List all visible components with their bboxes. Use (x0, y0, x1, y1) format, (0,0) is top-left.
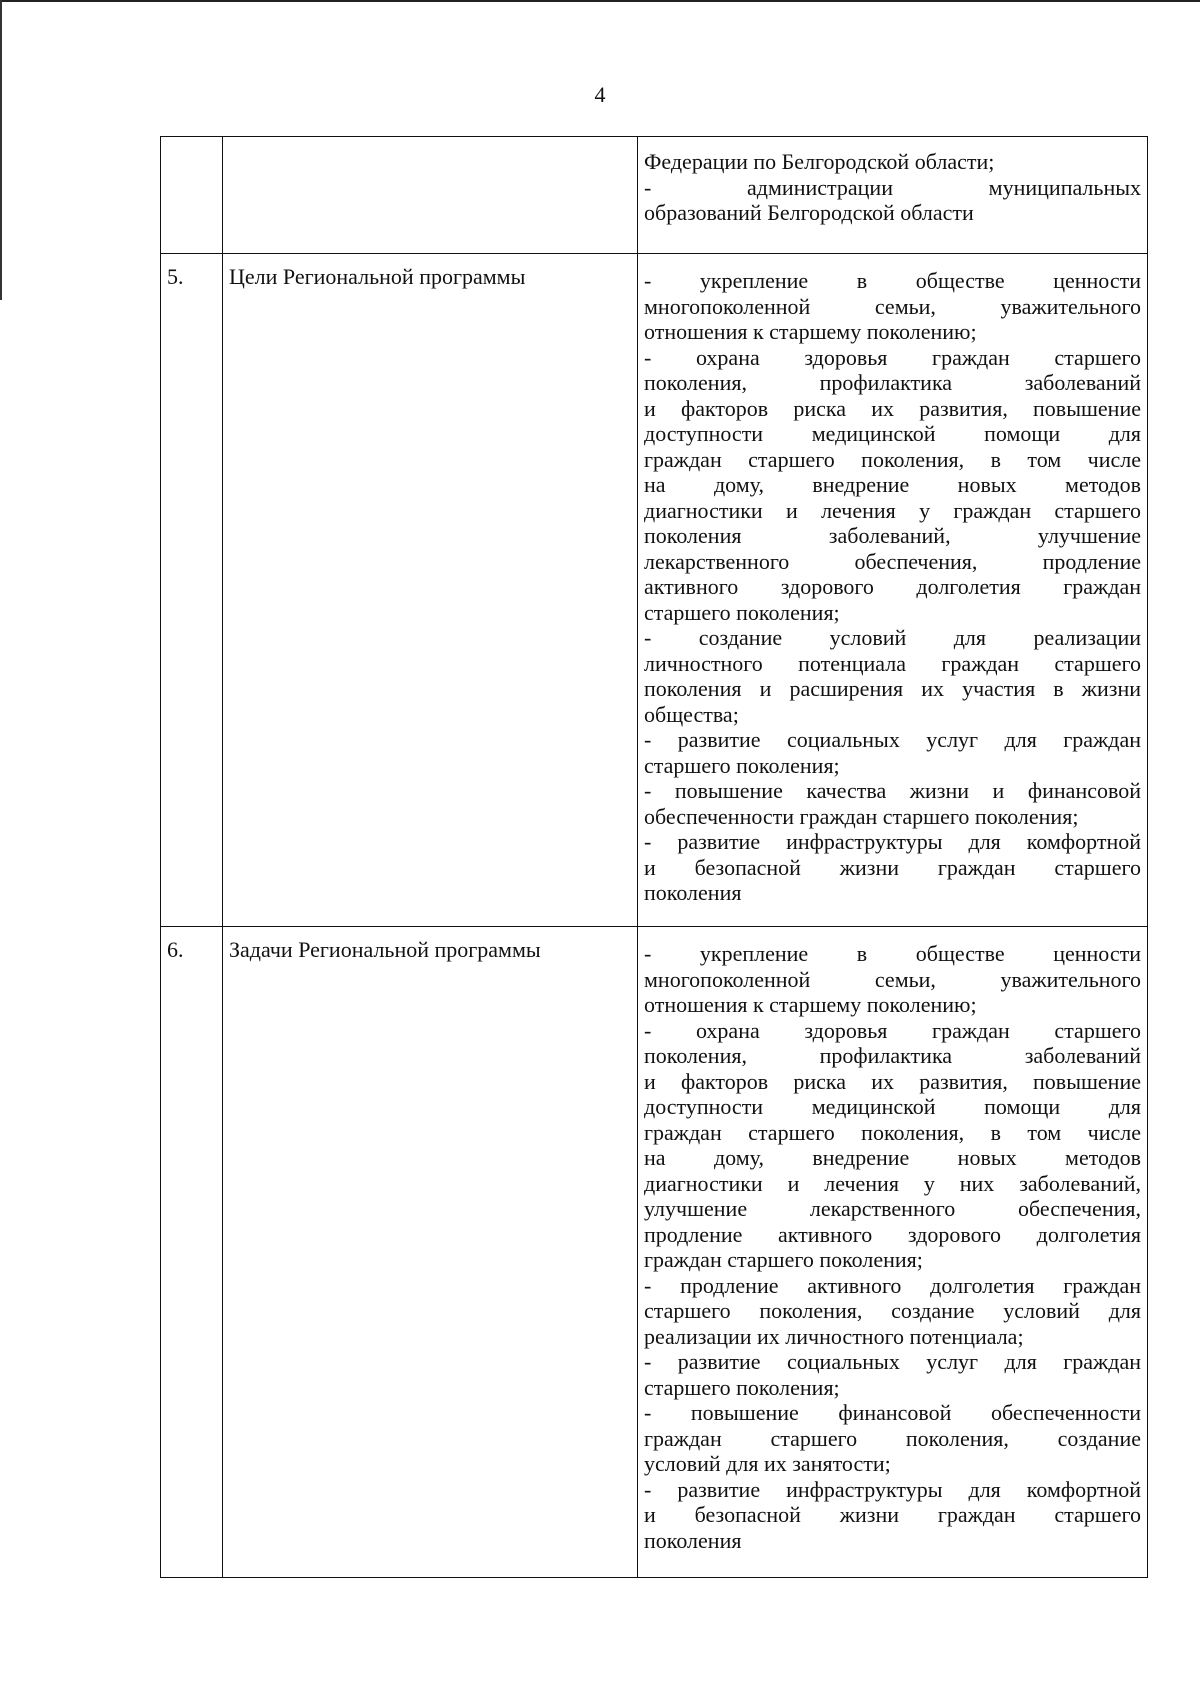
row-label (223, 137, 638, 254)
content-line: старшего поколения, создание условий для (644, 1298, 1141, 1323)
content-line: отношения к старшему поколению; (644, 992, 977, 1017)
content-line: - повышение качества жизни и финансовой (644, 778, 1141, 803)
content-line: и безопасной жизни граждан старшего (644, 854, 1141, 880)
content-line: поколения (644, 1527, 742, 1553)
content-line: - укрепление в обществе ценности (644, 941, 1141, 966)
table-row (161, 254, 1148, 927)
row-label: Задачи Региональной программы (223, 927, 638, 1578)
row-label: Цели Региональной программы (223, 254, 638, 927)
content-line: Федерации по Белгородской области; (644, 149, 995, 174)
content-line: граждан старшего поколения, создание (644, 1425, 1141, 1451)
row-content (638, 927, 1148, 1578)
content-line: поколения и расширения их участия в жизни (644, 676, 1141, 701)
content-line: старшего поколения; (644, 1374, 840, 1400)
content-line: и факторов риска их развития, повышение (644, 1068, 1141, 1094)
content-line: - развитие инфраструктуры для комфортной (644, 829, 1141, 854)
table-row (161, 927, 1148, 1578)
content-line: старшего поколения; (644, 752, 840, 778)
content-line: доступности медицинской помощи для (644, 1094, 1141, 1119)
content-line: поколения заболеваний, улучшение (644, 523, 1141, 548)
content-line: старшего поколения; (644, 599, 840, 625)
content-line: обеспеченности граждан старшего поколения; (644, 803, 1079, 829)
content-line: на дому, внедрение новых методов (644, 472, 1141, 497)
row-number: 5. (161, 254, 223, 927)
content-line: условий для их занятости; (644, 1451, 891, 1476)
content-line: общества; (644, 701, 739, 727)
content-line: - развитие инфраструктуры для комфортной (644, 1476, 1141, 1502)
content-line: - администрации муниципальных (644, 174, 1141, 200)
content-line: образований Белгородской области (644, 200, 974, 225)
content-line: продление активного здорового долголетия (644, 1221, 1141, 1247)
content-line: - охрана здоровья граждан старшего (644, 1017, 1141, 1043)
content-line: и безопасной жизни граждан старшего (644, 1502, 1141, 1527)
content-line: многопоколенной семьи, уважительного (644, 966, 1141, 992)
scan-edge-left (0, 0, 2, 300)
content-line: - развитие социальных услуг для граждан (644, 1349, 1141, 1374)
content-line: и факторов риска их развития, повышение (644, 395, 1141, 421)
content-line: активного здорового долголетия граждан (644, 574, 1141, 599)
row-number (161, 137, 223, 254)
content-line: диагностики и лечения у граждан старшего (644, 497, 1141, 523)
content-line: личностного потенциала граждан старшего (644, 650, 1141, 676)
content-line: доступности медицинской помощи для (644, 421, 1141, 446)
content-line: - продление активного долголетия граждан (644, 1272, 1141, 1298)
content-line: поколения (644, 880, 742, 905)
content-line: - охрана здоровья граждан старшего (644, 344, 1141, 370)
content-line: многопоколенной семьи, уважительного (644, 293, 1141, 319)
content-line: поколения, профилактика заболеваний (644, 370, 1141, 395)
scan-edge-top (0, 0, 1200, 2)
content-line: лекарственного обеспечения, продление (644, 548, 1141, 574)
content-line: реализации их личностного потенциала; (644, 1323, 1024, 1349)
content-line: - создание условий для реализации (644, 625, 1141, 650)
table-row (161, 137, 1148, 254)
row-number: 6. (161, 927, 223, 1578)
content-line: поколения, профилактика заболеваний (644, 1043, 1141, 1068)
content-line: граждан старшего поколения; (644, 1247, 923, 1272)
content-line: на дому, внедрение новых методов (644, 1145, 1141, 1170)
content-line: - укрепление в обществе ценности (644, 268, 1141, 293)
content-line: отношения к старшему поколению; (644, 319, 977, 344)
content-line: граждан старшего поколения, в том числе (644, 1119, 1141, 1145)
content-line: диагностики и лечения у них заболеваний, (644, 1170, 1141, 1196)
row-content (638, 254, 1148, 927)
row-content (638, 137, 1148, 254)
content-line: - повышение финансовой обеспеченности (644, 1400, 1141, 1425)
page-number: 4 (594, 82, 606, 107)
program-passport-table (160, 136, 1148, 1578)
content-line: улучшение лекарственного обеспечения, (644, 1196, 1141, 1221)
content-line: граждан старшего поколения, в том числе (644, 446, 1141, 472)
content-line: - развитие социальных услуг для граждан (644, 727, 1141, 752)
